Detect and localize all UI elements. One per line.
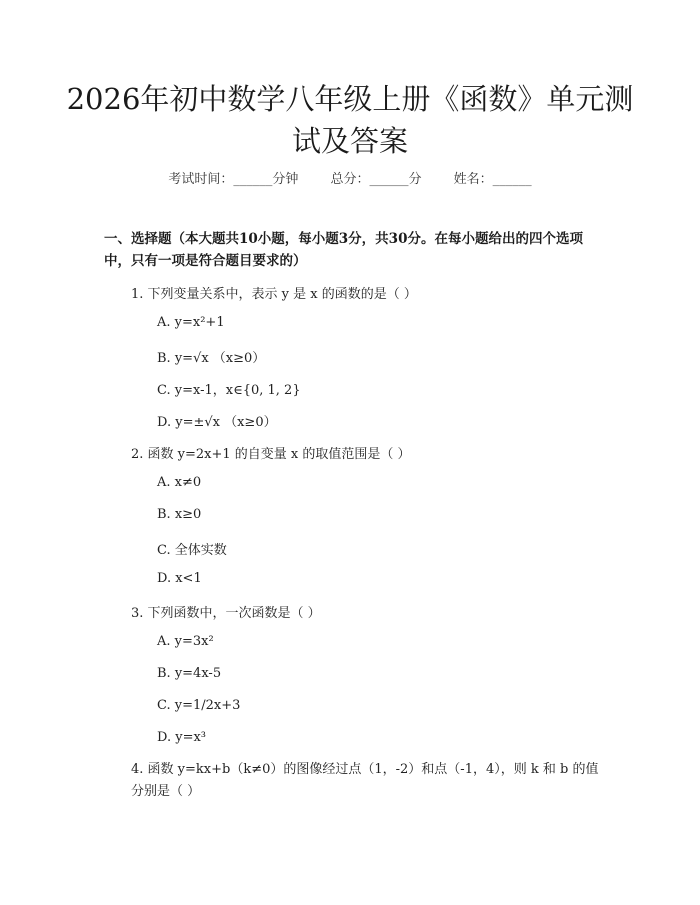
- question-1-option-d: D. y=±√x （x≥0）: [157, 415, 277, 430]
- student-name: 姓名：______: [453, 172, 532, 187]
- question-2: 2. 函数 y=2x+1 的自变量 x 的取值范围是（ ）: [131, 447, 411, 462]
- question-3-option-d: D. y=x³: [157, 730, 207, 745]
- question-1-option-c: C. y=x-1，x∈{0, 1, 2}: [157, 383, 301, 398]
- question-2-option-b: B. x≥0: [157, 507, 202, 522]
- question-1: 1. 下列变量关系中，表示 y 是 x 的函数的是（ ）: [131, 287, 417, 302]
- page-title: 2026年初中数学八年级上册《函数》单元测试及答案: [66, 82, 634, 158]
- question-3: 3. 下列函数中，一次函数是（ ）: [131, 606, 321, 621]
- question-2-option-c: C. 全体实数: [157, 543, 227, 558]
- question-4: 4. 函数 y=kx+b（k≠0）的图像经过点（1，-2）和点（-1，4），则 k 和 b 的值分别是（ ）: [131, 762, 599, 799]
- exam-time: 考试时间：______分钟: [168, 172, 299, 187]
- question-3-option-c: C. y=1/2x+3: [157, 698, 241, 713]
- question-1-option-a: A. y=x²+1: [157, 315, 225, 330]
- question-2-option-d: D. x<1: [157, 571, 202, 586]
- question-3-option-a: A. y=3x²: [157, 634, 214, 649]
- question-2-option-a: A. x≠0: [157, 475, 202, 490]
- question-3-option-b: B. y=4x-5: [157, 666, 222, 681]
- exam-info: [0, 168, 700, 187]
- question-1-option-b: B. y=√x （x≥0）: [157, 351, 266, 366]
- section-heading: 一、选择题（本大题共10小题，每小题3分，共30分。在每小题给出的四个选项中，只有一项是符合题目要求的）: [104, 231, 583, 269]
- total-score: 总分：______分: [330, 172, 422, 187]
